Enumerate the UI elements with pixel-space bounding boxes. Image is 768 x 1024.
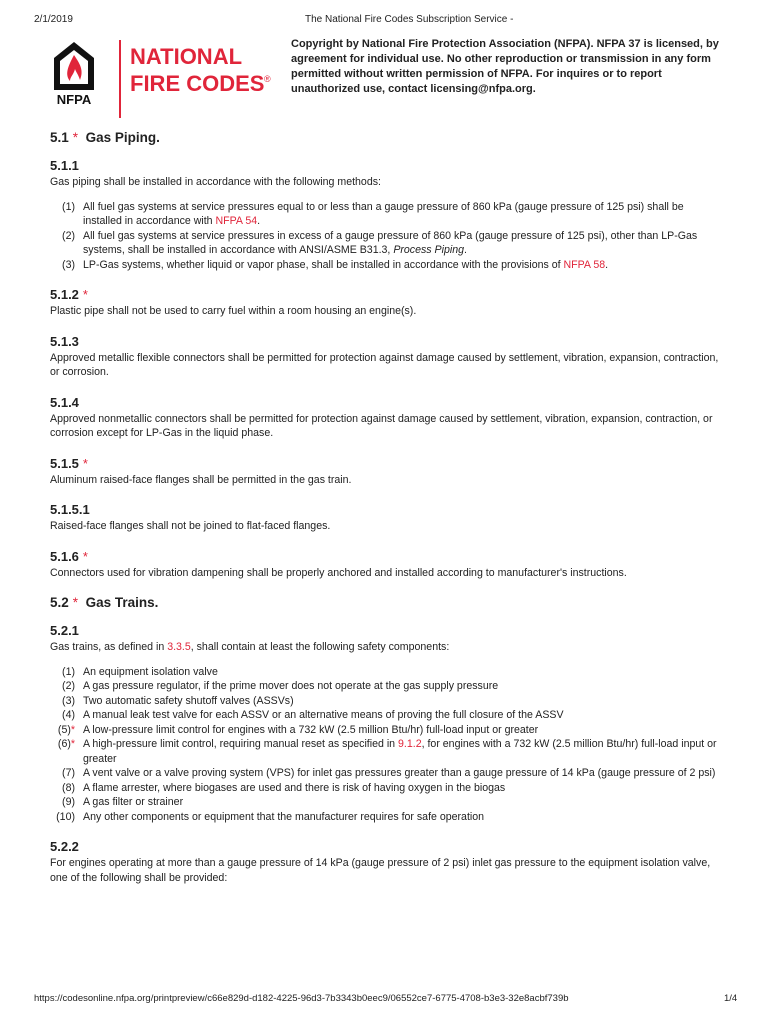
section-5-1-4-heading: 5.1.4 (50, 394, 79, 410)
section-5-1-6-heading: 5.1.6 * (50, 548, 88, 564)
section-5-1-2-heading: 5.1.2 * (50, 287, 88, 302)
list-item: (2) All fuel gas systems at service pressures in excess of a gauge pressure of 860 kPa (gauge pressure of 125 psi), other than LP-Gas systems, shall be installed in accordance with ANSI/ASME B31.3, Process Piping. (62, 229, 698, 256)
list-item: (2) A gas pressure regulator, if the prime mover does not operate at the gas supply pressure (62, 680, 499, 692)
list-item: (10) Any other components or equipment that the manufacturer requires for safe operation (56, 810, 485, 823)
page-number: 1/4 (724, 993, 738, 1004)
list-item: (1) All fuel gas systems at service pressures equal to or less than a gauge pressure of 860 kPa (gauge pressure of 125 psi) shall be installed in accordance with NFPA 54. (62, 200, 684, 227)
list-item: (6)* A high-pressure limit control, requiring manual reset as specified in 9.1.2, for engines with a 732 kW (2.5 million Btu/hr) full-load input or greater (57, 738, 717, 765)
page-title: The National Fire Codes Subscription Service - (305, 14, 514, 25)
section-5-2-1-text: Gas trains, as defined in 3.3.5, shall contain at least the following safety components: (50, 641, 450, 653)
section-5-1-5-text: Aluminum raised-face flanges shall be permitted in the gas train. (50, 473, 352, 486)
section-5-1-6-text: Connectors used for vibration dampening shall be properly anchored and installed according to manufacturer's instructions. (50, 566, 627, 579)
section-5-1-1-text: Gas piping shall be installed in accordance with the following methods: (50, 176, 381, 188)
section-5-2-heading: 5.2 * Gas Trains. (50, 595, 159, 610)
list-item: (1) An equipment isolation valve (62, 665, 218, 678)
list-item: (3) Two automatic safety shutoff valves (ASSVs) (62, 694, 294, 707)
list-item: (9) A gas filter or strainer (62, 796, 184, 808)
nfpa-logo (50, 38, 280, 120)
document-body (50, 128, 720, 885)
section-5-1-3-text: Approved metallic flexible connectors shall be permitted for protection against damage caused by settlement, vibration, expansion, contraction, or corrosion. (50, 351, 719, 378)
list-item: (8) A flame arrester, where biogases are used and there is risk of having oxygen in the biogas (62, 781, 506, 794)
section-5-1-3-heading: 5.1.3 (50, 333, 79, 349)
list-item: (5)* A low-pressure limit control for engines with a 732 kW (2.5 million Btu/hr) full-load input or greater (57, 723, 539, 736)
print-date: 2/1/2019 (34, 14, 73, 25)
section-5-2-2-text: For engines operating at more than a gauge pressure of 14 kPa (gauge pressure of 2 psi) inlet gas pressure to the equipment isolation valve, one of the following shall be provided: (50, 857, 711, 884)
section-5-2-1-heading: 5.2.1 (50, 623, 79, 638)
section-5-1-heading: 5.1 * Gas Piping. (50, 130, 160, 145)
copyright-notice: Copyright by National Fire Protection Association (NFPA). NFPA 37 is licensed, by agreement for individual use. No other reproduction or transmission in any form permitted without written permission of NFPA. For inquires or to report unauthorized use, contact licensing@nfpa.org. (291, 38, 719, 95)
logo-line1: NATIONAL (130, 44, 243, 69)
section-5-1-5-1-heading: 5.1.5.1 (50, 502, 90, 517)
nfpa-logo-text: NFPA (56, 92, 92, 107)
section-5-1-5-1-text: Raised-face flanges shall not be joined to flat-faced flanges. (50, 520, 331, 532)
section-5-2-1-list (50, 665, 720, 825)
nfpa-58-link[interactable]: NFPA 58 (563, 258, 606, 271)
list-item: (3) LP-Gas systems, whether liquid or vapor phase, shall be installed in accordance with the provisions of NFPA 58. (62, 258, 609, 271)
footer-url: https://codesonline.nfpa.org/printpreview/c66e829d-d182-4225-96d3-7b3343b0eec9/06552ce7-6775-4708-b3e3-32e8acbf739b (34, 993, 569, 1004)
section-5-2-2-heading: 5.2.2 (50, 839, 79, 854)
list-item: (7) A vent valve or a valve proving system (VPS) for inlet gas pressures greater than a gauge pressure of 14 kPa (gauge pressure of 2 psi) (62, 767, 716, 779)
section-5-1-2-text: Plastic pipe shall not be used to carry fuel within a room housing an engine(s). (50, 305, 417, 317)
section-5-1-1-list (50, 200, 720, 273)
section-5-1-4-text: Approved nonmetallic connectors shall be permitted for protection against damage caused by settlement, vibration, expansion, contraction, or corrosion except for LP-Gas in the liquid phase. (50, 412, 713, 439)
ref-3-3-5-link[interactable]: 3.3.5 (167, 641, 191, 653)
logo-line2: FIRE CODES (130, 71, 265, 96)
logo-registered: ® (264, 74, 271, 84)
nfpa-54-link[interactable]: NFPA 54 (215, 215, 258, 227)
ref-9-1-2-link[interactable]: 9.1.2 (398, 738, 422, 750)
section-5-1-1-heading: 5.1.1 (50, 158, 79, 173)
list-item: (4) A manual leak test valve for each ASSV or an alternative means of proving the full closure of the ASSV (62, 709, 564, 721)
section-5-1-5-heading: 5.1.5 * (50, 455, 88, 471)
